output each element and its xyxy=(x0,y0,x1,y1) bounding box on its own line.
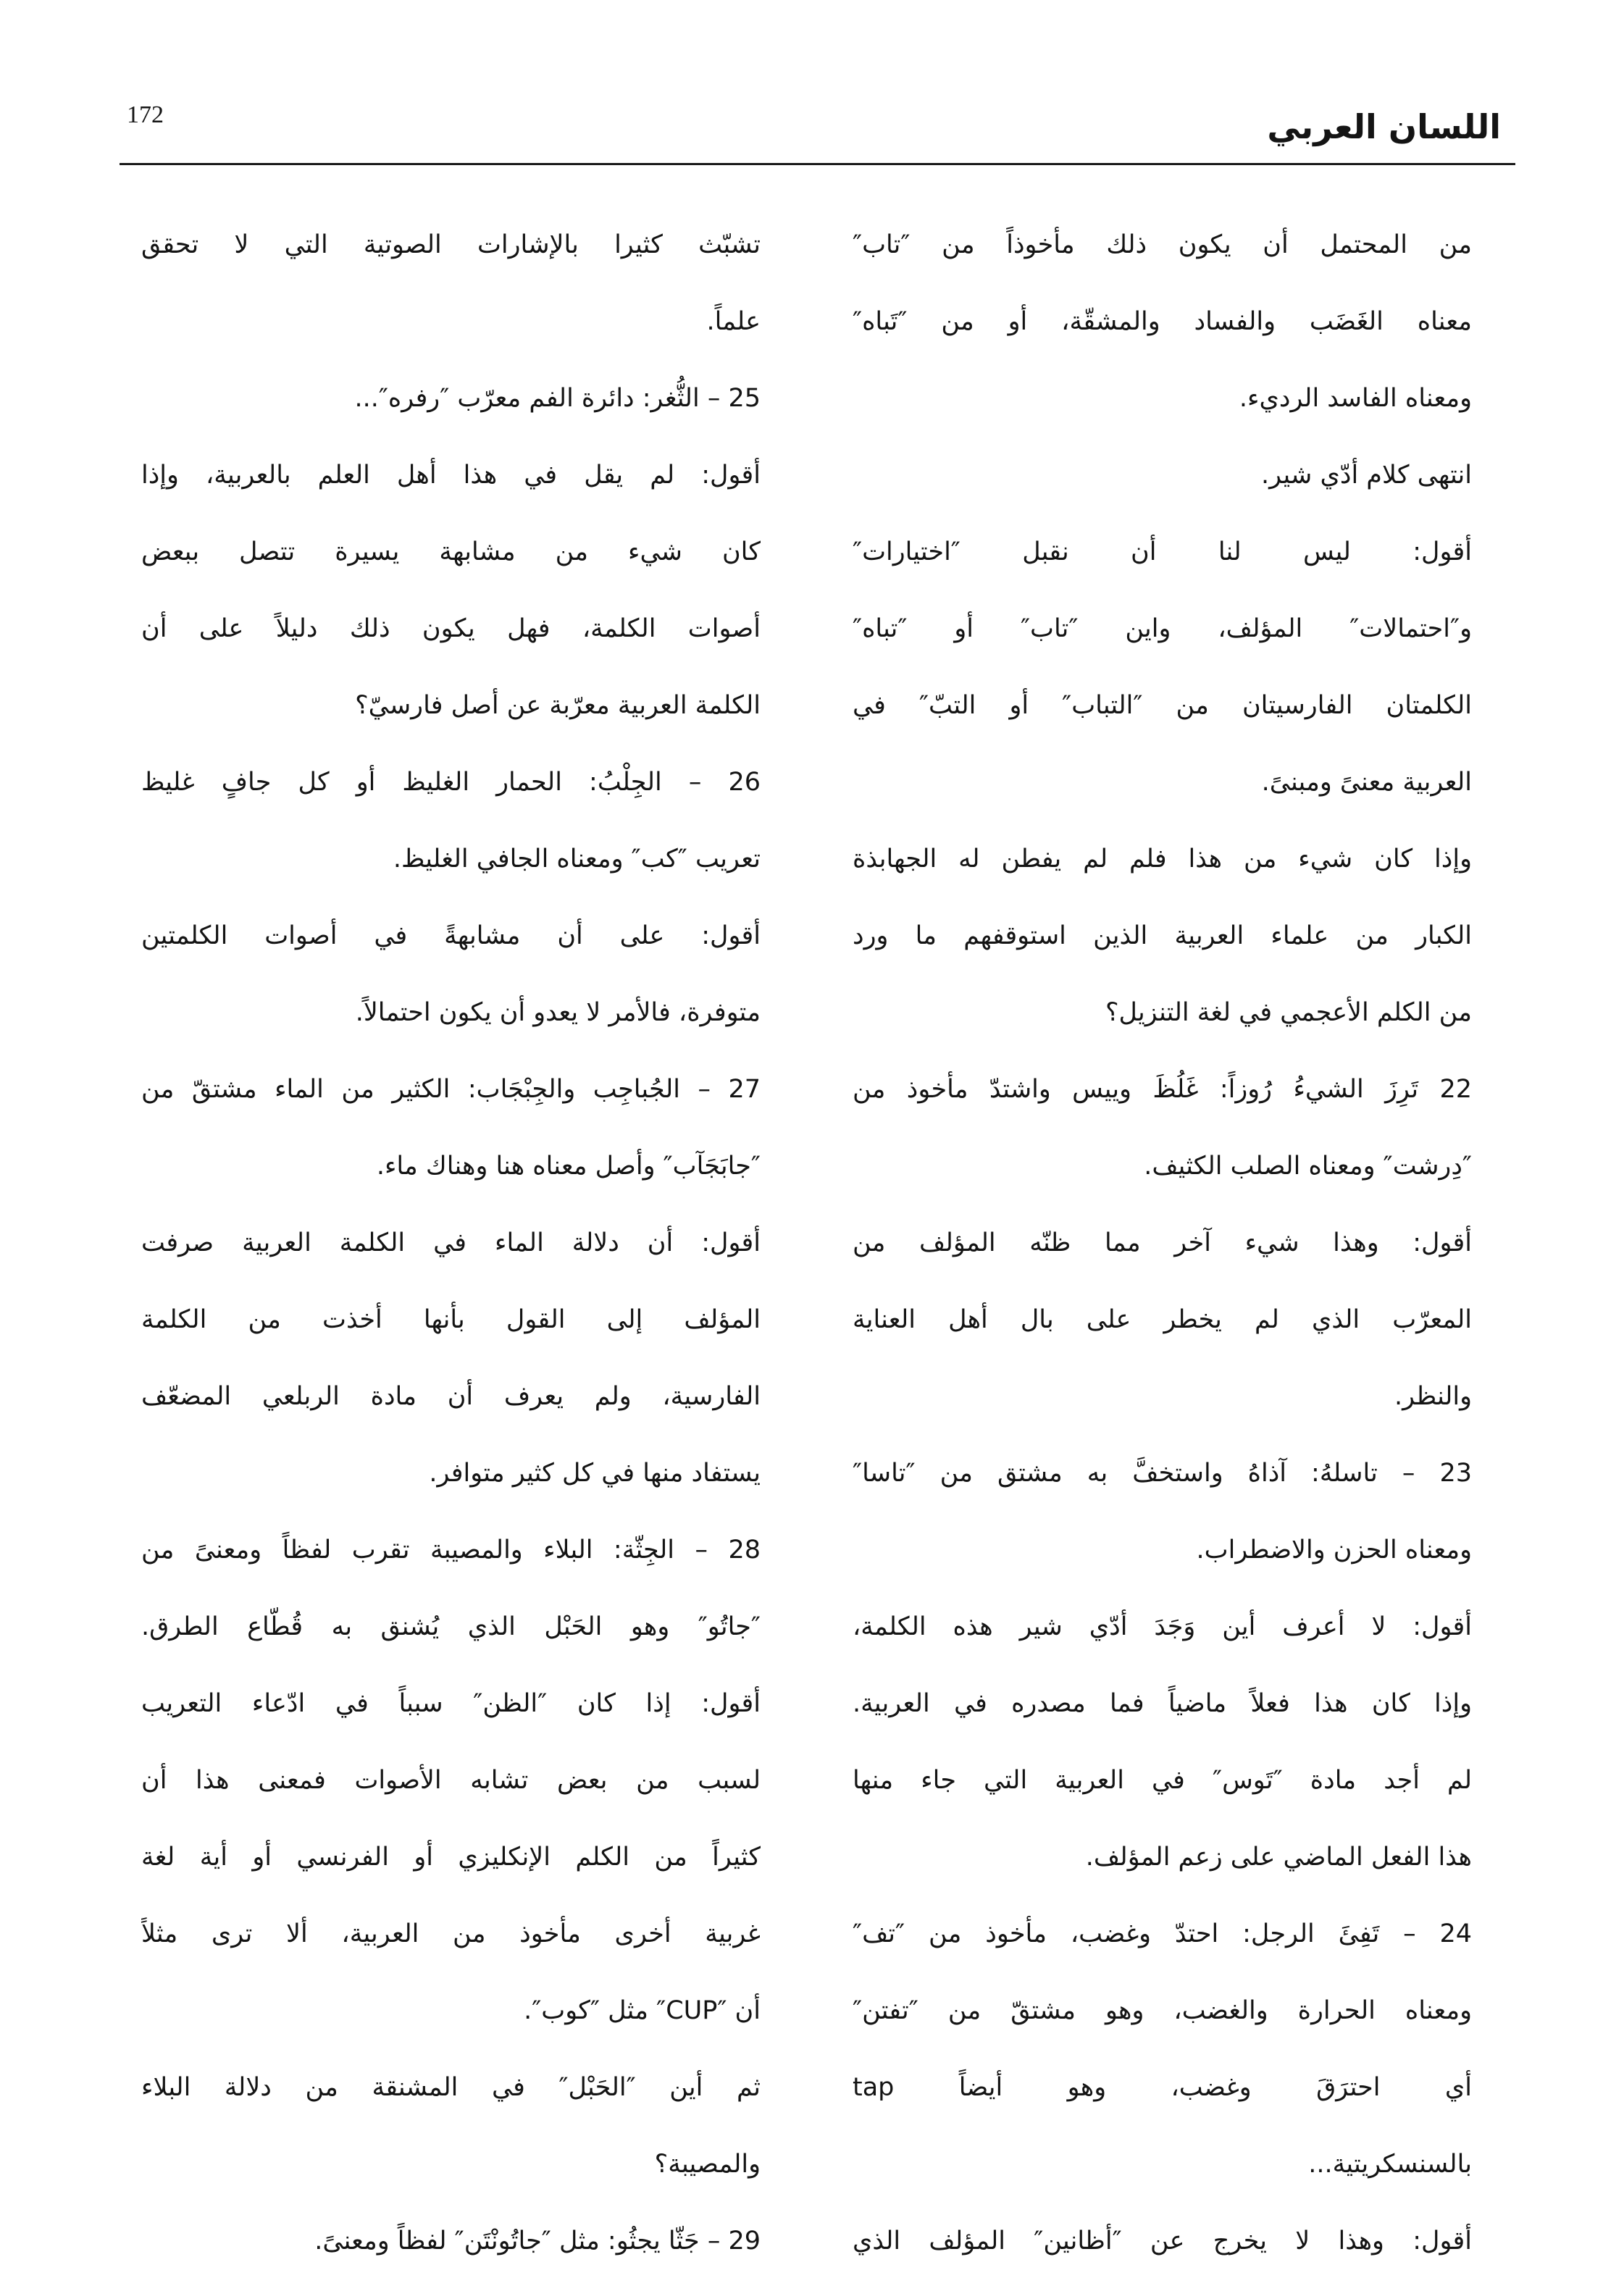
journal-title: اللسان العربي xyxy=(1267,107,1501,146)
text-line: علماً. xyxy=(706,307,761,336)
text-line: ″جاتُو″ وهو الحَبْل الذي يُشنق به قُطّاع الطرق. xyxy=(141,1612,761,1641)
text-line: العربية معنىً ومبنىً. xyxy=(1261,768,1472,797)
text-line: أصوات الكلمة، فهل يكون ذلك دليلاً على أن xyxy=(141,614,761,643)
text-line: 28 – الجِثّة: البلاء والمصيبة تقرب لفظاً ومعنىً من xyxy=(141,1536,761,1565)
text-line: وإذا كان هذا فعلاً ماضياً فما مصدره في العربية. xyxy=(853,1689,1472,1718)
text-line: 26 – الجِلْبُ: الحمار الغليظ أو كل جافٍ غليظ xyxy=(141,768,761,797)
text-line: كان شيء من مشابهة يسيرة تتصل ببعض xyxy=(141,537,761,566)
text-line: غربية أخرى مأخوذ من العربية، ألا ترى مثلاً xyxy=(141,1919,761,1948)
text-line: ومعناه الفاسد الرديء. xyxy=(1239,384,1472,413)
text-line: تعريب ″كب″ ومعناه الجافي الغليظ. xyxy=(393,845,761,874)
text-line: لم أجد مادة ″تَوس″ في العربية التي جاء منها xyxy=(853,1766,1472,1795)
text-line: أقول: وهذا لا يخرج عن ″أظانين″ المؤلف الذي xyxy=(853,2227,1472,2256)
text-line: من المحتمل أن يكون ذلك مأخوذاً من ″تاب″ xyxy=(853,230,1472,259)
text-line: أقول: أن دلالة الماء في الكلمة العربية صرفت xyxy=(141,1228,761,1257)
text-line: 29 – جَثّا يجثُو: مثل ″جاتُونْتَن″ لفظاً ومعنىً. xyxy=(314,2227,761,2256)
text-line: معناه الغَضَب والفساد والمشقّة، أو من ″تَباه″ xyxy=(853,307,1472,336)
text-line: 23 – تاسلهُ: آذاهُ واستخفَّ به مشتق من ″تاسا″ xyxy=(853,1459,1472,1488)
text-line: ثم أين ″الحَبْل″ في المشنقة من دلالة البلاء xyxy=(141,2073,761,2102)
text-line: لسبب من بعض تشابه الأصوات فمعنى هذا أن xyxy=(141,1766,761,1795)
text-line: وإذا كان شيء من هذا فلم لم يفطن له الجهابذة xyxy=(853,845,1472,874)
text-line: أن ″CUP″ مثل ″كوب″. xyxy=(524,1996,761,2025)
text-line: يستفاد منها في كل كثير متوافر. xyxy=(429,1459,761,1488)
text-line: بالسنسكريتية... xyxy=(1308,2150,1472,2179)
text-line: أقول: وهذا شيء آخر مما ظنّه المؤلف من xyxy=(853,1228,1472,1257)
text-line: 24 – تَفِئَ الرجل: احتدّ وغضب، مأخوذ من ″تف″ xyxy=(853,1919,1472,1948)
text-line: الفارسية، ولم يعرف أن مادة الربلعي المضعّف xyxy=(141,1382,761,1411)
text-line: أي احترَقَ وغضب، وهو أيضاً tap xyxy=(853,2073,1472,2102)
text-line: 25 – الثُّغر: دائرة الفم معرّب ″رفره″... xyxy=(354,384,761,413)
text-line: و″احتمالات″ المؤلف، واين ″تاب″ أو ″تباه″ xyxy=(853,614,1472,643)
text-line: أقول: لا أعرف أين وَجَدَ أدّي شير هذه الكلمة، xyxy=(853,1612,1472,1641)
page-number: 172 xyxy=(127,101,164,128)
text-line: المؤلف إلى القول بأنها أخذت من الكلمة xyxy=(141,1305,761,1334)
text-line: ومعناه الحرارة والغضب، وهو مشتقّ من ″تفتن″ xyxy=(853,1996,1472,2025)
text-line: الكلمتان الفارسيتان من ″التباب″ أو التبّ″ في xyxy=(853,691,1472,720)
text-line: ″دِرشت″ ومعناه الصلب الكثيف. xyxy=(1144,1152,1472,1181)
text-line: كثيراً من الكلم الإنكليزي أو الفرنسي أو أية لغة xyxy=(141,1843,761,1872)
text-line: 22 تَرِزَ الشيءُ رُوزاً: غَلُظَ وييس واشتدّ مأخوذ من xyxy=(853,1075,1472,1104)
text-line: ومعناه الحزن والاضطراب. xyxy=(1196,1536,1472,1565)
left-column xyxy=(141,206,761,2279)
text-line: 27 – الجُباجِب والجِبْجَاب: الكثير من الماء مشتقّ من xyxy=(141,1075,761,1104)
text-line: أقول: على أن مشابهةً في أصوات الكلمتين xyxy=(141,921,761,950)
text-line: انتهى كلام أدّي شير. xyxy=(1261,461,1472,490)
text-line: أقول: ليس لنا أن نقبل ″اختيارات″ xyxy=(853,537,1472,566)
text-line: تشبّث كثيرا بالإشارات الصوتية التي لا تحقق xyxy=(141,230,761,259)
text-line: أقول: إذا كان ″الظن″ سبباً في ادّعاء التعريب xyxy=(141,1689,761,1718)
text-line: الكلمة العربية معرّبة عن أصل فارسيّ؟ xyxy=(355,691,761,720)
header-rule xyxy=(120,163,1515,165)
text-line: والمصيبة؟ xyxy=(654,2150,761,2179)
text-line: متوفرة، فالأمر لا يعدو أن يكون احتمالاً. xyxy=(355,998,761,1027)
right-column xyxy=(853,206,1472,2279)
text-line: ″جابَجَآب″ وأصل معناه هنا وهناك ماء. xyxy=(376,1152,761,1181)
text-line: والنظر. xyxy=(1394,1382,1472,1411)
text-line: المعرّب الذي لم يخطر على بال أهل العناية xyxy=(853,1305,1472,1334)
text-line: أقول: لم يقل في هذا أهل العلم بالعربية، وإذا xyxy=(141,461,761,490)
text-line: هذا الفعل الماضي على زعم المؤلف. xyxy=(1085,1843,1472,1872)
text-line: الكبار من علماء العربية الذين استوقفهم ما ورد xyxy=(853,921,1472,950)
text-line: من الكلم الأعجمي في لغة التنزيل؟ xyxy=(1105,998,1472,1027)
